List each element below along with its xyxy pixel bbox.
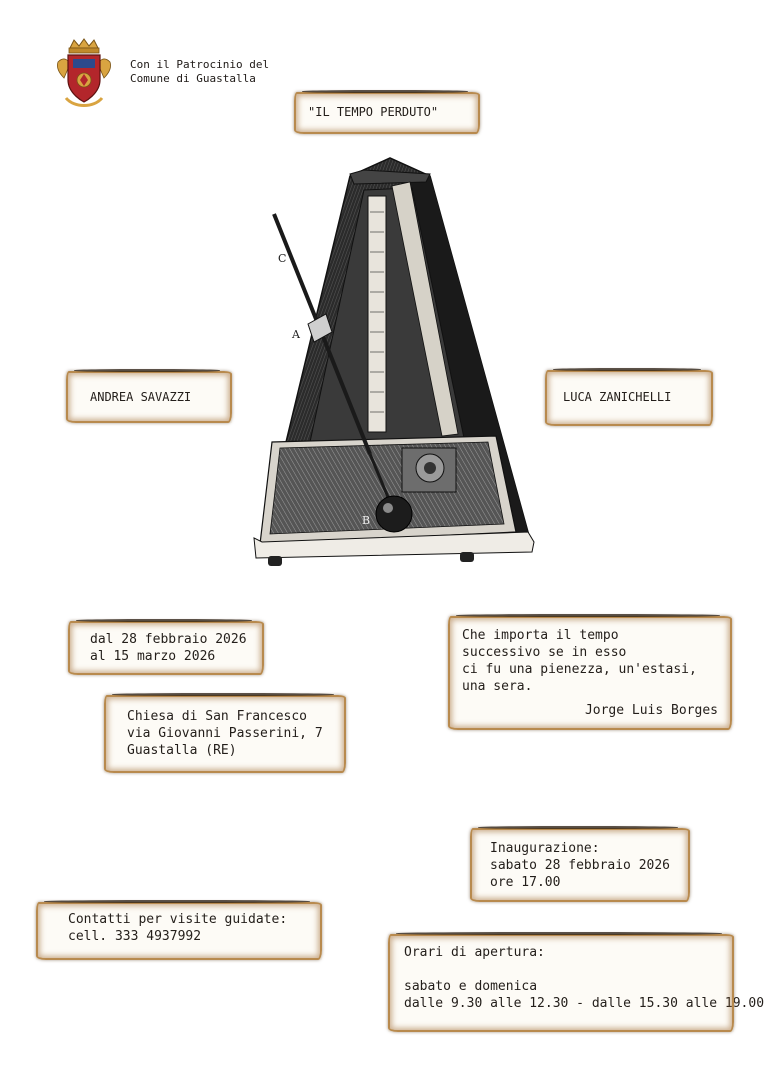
opening-line-3: ore 17.00	[490, 875, 561, 890]
dates-scrap	[68, 621, 264, 675]
venue-scrap	[104, 695, 346, 773]
opening-scrap	[470, 828, 690, 902]
venue-line-3: Guastalla (RE)	[127, 743, 237, 758]
exhibition-title: "IL TEMPO PERDUTO"	[308, 105, 439, 119]
metronome-illustration	[252, 152, 536, 576]
opening-line-1: Inaugurazione:	[490, 841, 600, 856]
exhibition-title-scrap	[294, 92, 480, 134]
quote-author: Jorge Luis Borges	[584, 703, 718, 718]
artist-right-scrap	[545, 370, 713, 426]
quote-scrap	[448, 616, 732, 730]
quote-line-4: una sera.	[462, 679, 533, 694]
coat-of-arms-icon	[54, 38, 114, 110]
hours-days: sabato e domenica	[404, 979, 538, 994]
patronage-line-1: Con il Patrocinio del	[130, 58, 270, 71]
hours-spacer	[404, 961, 734, 978]
patronage-text	[130, 58, 269, 86]
quote-line-2: successivo se in esso	[462, 645, 627, 660]
artist-left-scrap	[66, 371, 232, 423]
artist-right-name: LUCA ZANICHELLI	[563, 390, 672, 404]
illustration-label-b: B	[362, 514, 371, 527]
quote-line-1: Che importa il tempo	[462, 628, 619, 643]
dates-line-1: dal 28 febbraio 2026	[90, 632, 247, 647]
patronage-line-2: Comune di Guastalla	[130, 72, 256, 85]
hours-heading: Orari di apertura:	[404, 945, 545, 960]
venue-line-1: Chiesa di San Francesco	[127, 709, 308, 724]
opening-line-2: sabato 28 febbraio 2026	[490, 858, 671, 873]
illustration-label-a: A	[292, 328, 300, 341]
artist-left-name: ANDREA SAVAZZI	[90, 390, 192, 404]
illustration-label-c: C	[278, 252, 287, 265]
contacts-phone: cell. 333 4937992	[68, 929, 202, 944]
contacts-line-1: Contatti per visite guidate:	[68, 912, 288, 927]
venue-line-2: via Giovanni Passerini, 7	[127, 726, 323, 741]
opening-hours-scrap	[388, 934, 765, 1032]
contacts-scrap	[36, 902, 322, 960]
hours-times: dalle 9.30 alle 12.30 - dalle 15.30 alle 19.00	[404, 996, 765, 1011]
quote-line-3: ci fu una pienezza, un'estasi,	[462, 662, 697, 677]
dates-line-2: al 15 marzo 2026	[90, 649, 216, 664]
